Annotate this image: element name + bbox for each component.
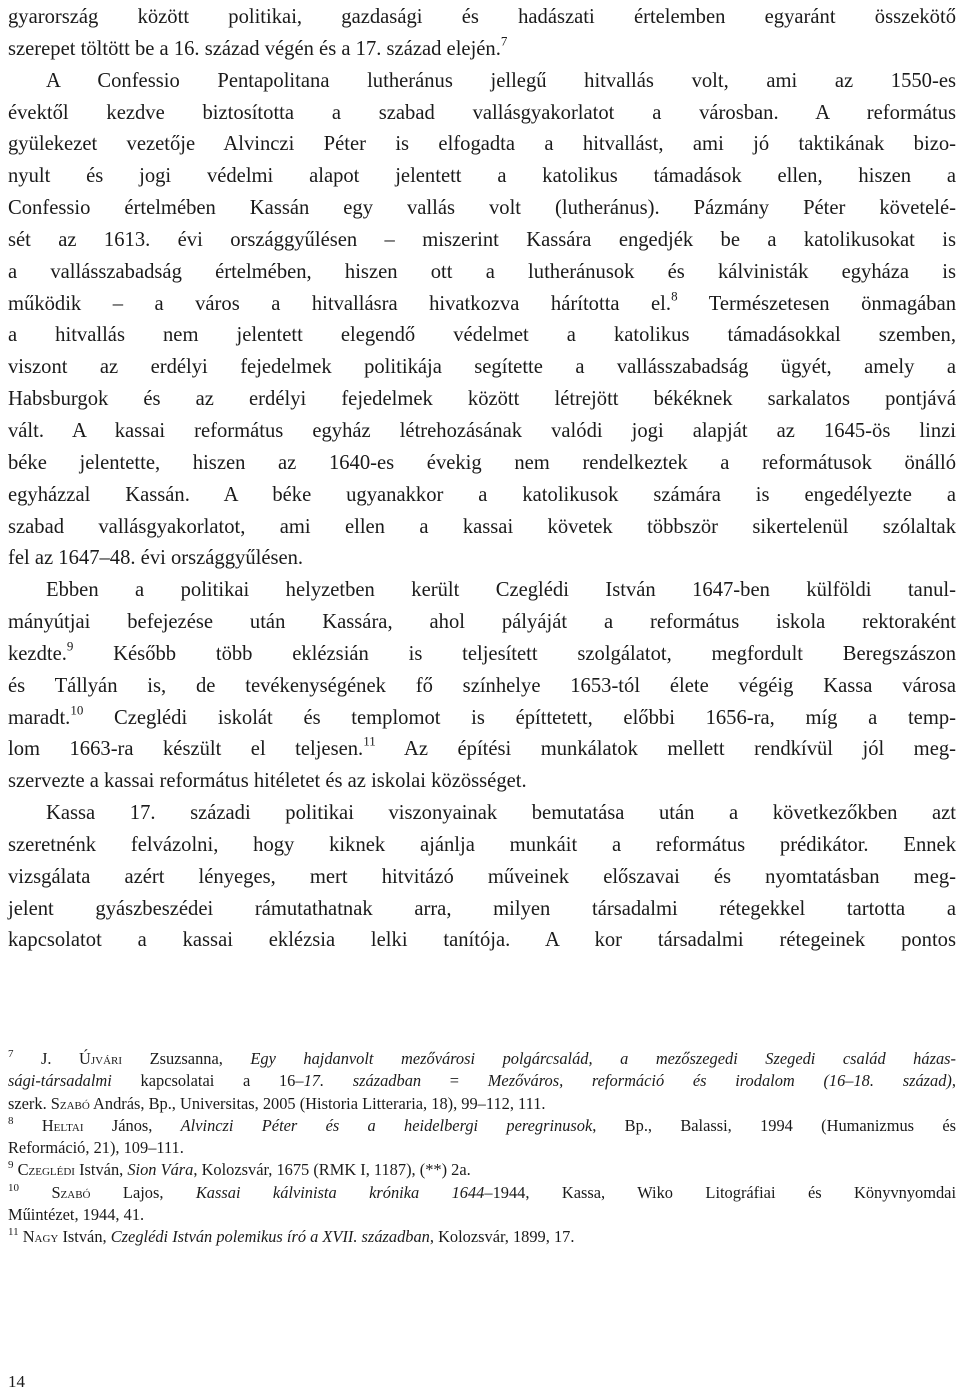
text-line: béke jelentette, hiszen az 1640-es évekig nem rendelkeztek a reformátusok önálló [8,451,956,474]
text-line: Kassa 17. századi politikai viszonyainak bemutatása után a következőkben azt [46,802,956,825]
footnote-11: $^{11}$ Nagy István, Czeglédi István polemikus író a XVII. században, Kolozsvár, 1899, 17. [8,1226,575,1247]
footnote-7-cont: sági-társadalmi kapcsolatai a 16–17. században = Mezőváros, reformáció és irodalom (16–18. század), [8,1071,956,1091]
text-line: szerepet töltött be a 16. század végén és a 17. század elején.$^7$ [8,33,508,60]
text-line: a vallásszabadság értelmében, hiszen ott a lutheránusok és kálvinisták egyháza is [8,260,956,283]
text-line: évektől kezdve biztosította a szabad vallásgyakorlatot a városban. A református [8,101,956,124]
footnote-ref[interactable]: 7 [500,33,508,49]
page-body [8,0,956,957]
footnote-7-cont: szerk. Szabó András, Bp., Universitas, 2005 (Historia Litteraria, 18), 99–112, 111. [8,1093,546,1113]
text-line: lom 1663-ra készült el teljesen.$^{11}$ Az építési munkálatok mellett rendkívül jól meg- [8,733,956,761]
text-line: fel az 1647–48. évi országgyűlésen. [8,547,304,570]
text-line: szervezte a kassai református hitéletet és az iskolai közösséget. [8,770,527,793]
footnote-9: $^9$ Czeglédi István, Sion Vára, Kolozsvár, 1675 (RMK I, 1187), (**) 2a. [8,1159,471,1180]
text-line: vizsgálata azért lényeges, mert hitvitázó műveinek előszavai és nyomtatásban meg- [8,865,956,888]
text-line: Confessio értelmében Kassán egy vallás volt (lutheránus). Pázmány Péter követelé- [8,197,956,220]
text-line: vált. A kassai református egyház létrehozásának valódi jogi alapját az 1645-ös linzi [8,419,956,442]
text-line: és Tállyán is, de tevékenységének fő színhelye 1653-tól élete végéig Kassa városa [8,674,956,697]
main-text [8,0,956,957]
text-line: viszont az erdélyi fejedelmek politikája segítette a vallásszabadság ügyét, amely a [8,356,956,379]
text-line: szabad vallásgyakorlatot, ami ellen a kassai követek többször sikertelenül szólaltak [8,515,956,538]
footnotes [8,1048,956,1249]
footnote-7: $^7$ J. Újvári Zsuzsanna, Egy hajdanvolt mezővárosi polgárcsalád, a mezőszegedi Szegedi család házas- [8,1047,956,1068]
page-number: 14 [8,1372,25,1391]
text-line: Ebben a politikai helyzetben került Czeglédi István 1647-ben külföldi tanul- [46,579,956,602]
text-line: egyházzal Kassán. A béke ugyanakkor a katolikusok számára is engedélyezte a [8,483,956,506]
text-line: kapcsolatot a kassai eklézsia lelki tanítója. A kor társadalmi rétegeinek pontos [8,929,956,952]
footnote-ref[interactable]: 9 [66,638,74,654]
footnote-10-cont: Műintézet, 1944, 41. [8,1205,145,1225]
footnote-ref[interactable]: 10 [70,701,84,717]
text-line: jelent gyászbeszédei rámutathatnak arra, milyen társadalmi rétegekkel tartotta a [8,897,956,920]
text-line: sét az 1613. évi országgyűlésen – miszerint Kassára engedjék be a katolikusokat is [8,228,956,251]
text-line: a hitvallás nem jelentett elegendő védelmet a katolikus támadásokkal szemben, [8,324,956,347]
text-line: gyarország között politikai, gazdasági és hadászati értelemben egyaránt összekötő [8,6,956,28]
text-line: maradt.$^{10}$ Czeglédi iskolát és templomot is építtetett, előbbi 1656-ra, míg a temp- [8,701,956,729]
text-line: működik – a város a hitvallásra hivatkozva hárította el.$^8$ Természetesen önmagában [8,287,957,315]
footnote-ref[interactable]: 8 [671,287,678,303]
text-line: nyult és jogi védelmi alapot jelentett a katolikus támadások ellen, hiszen a [8,165,956,188]
text-line: Habsburgok és az erdélyi fejedelmek között létrejött békéknek sarkalatos pontjává [8,388,956,411]
text-line: szeretnénk felvázolni, hogy kiknek ajánlja munkáit a református prédikátor. Ennek [8,833,956,856]
text-line: mányútjai befejezése után Kassára, ahol pályáját a református iskola rektoraként [8,611,956,634]
footnote-8: $^8$ Heltai János, Alvinczi Péter és a heidelbergi peregrinusok, Bp., Balassi, 1994 (Humanizmus és [8,1114,956,1135]
footnote-8-cont: Reformáció, 21), 109–111. [8,1138,184,1158]
footnote-ref[interactable]: 11 [363,733,376,749]
text-line: A Confessio Pentapolitana lutheránus jellegű hitvallás volt, ami az 1550-es [46,69,956,92]
text-line: kezdte.$^9$ Később több eklézsián is teljesített szolgálatot, megfordult Beregszászon [8,638,956,665]
text-line: gyülekezet vezetője Alvinczi Péter is elfogadta a hitvallást, ami jó taktikának bizo- [8,133,956,156]
footnote-10: $^{10}$ Szabó Lajos, Kassai kálvinista krónika 1644–1944, Kassa, Wiko Litográfiai és Könyvnyomdai [8,1181,956,1202]
